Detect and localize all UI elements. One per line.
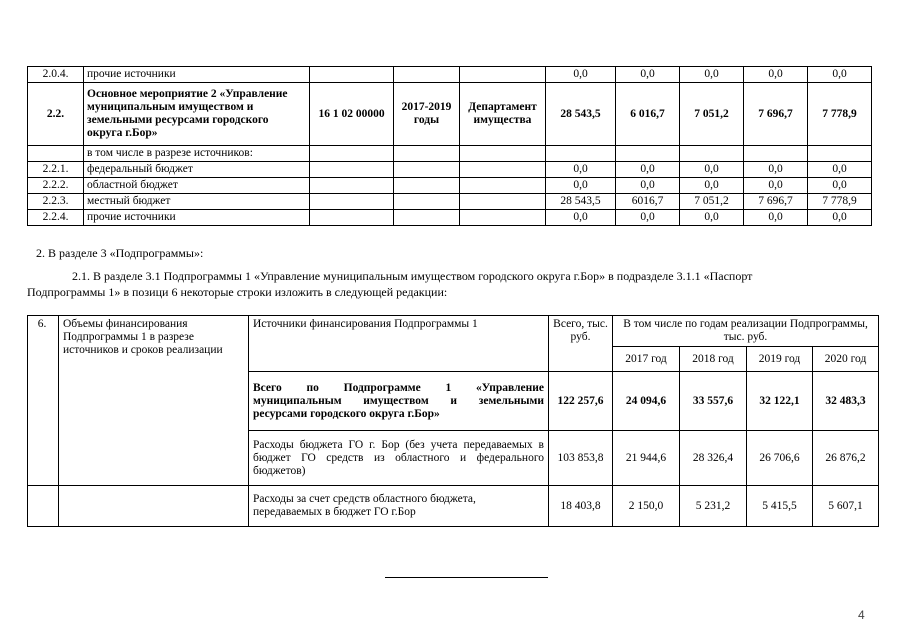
cell-total: 28 543,5 — [546, 194, 616, 210]
financing-table-2 — [27, 315, 879, 527]
row-number: 6. — [28, 316, 59, 486]
row-number: 2.2.3. — [28, 194, 84, 210]
table-row — [28, 178, 905, 194]
cell-value: 0,0 — [744, 210, 808, 226]
cell-code: 16 1 02 00000 — [310, 83, 394, 146]
cell-total: 28 543,5 — [546, 83, 616, 146]
cell-value: 2 150,0 — [613, 486, 680, 527]
cell-total: 0,0 — [546, 178, 616, 194]
cell-value: 21 944,6 — [613, 431, 680, 486]
row-number: 2.2.2. — [28, 178, 84, 194]
cell-value: 26 706,6 — [747, 431, 813, 486]
cell-value: 5 231,2 — [680, 486, 747, 527]
cell-value: 0,0 — [680, 178, 744, 194]
source-label: Всего по Подпрограмме 1 «Управление муниципальным имуществом и земельными ресурсами городского округа г.Бор» — [249, 372, 549, 431]
row-number: 2.0.4. — [28, 67, 84, 83]
cell-executor: Департамент имущества — [460, 83, 546, 146]
financing-table-1 — [27, 66, 905, 226]
row-label: Объемы финансирования Подпрограммы 1 в разрезе источников и сроков реализации — [59, 316, 249, 486]
cell-value: 5 415,5 — [747, 486, 813, 527]
cell-value: 33 557,6 — [680, 372, 747, 431]
row-name: Основное мероприятие 2 «Управление муниципальным имуществом и земельными ресурсами городского округа г.Бор» — [84, 83, 310, 146]
cell-value: 0,0 — [616, 178, 680, 194]
year-header: 2018 год — [680, 347, 747, 372]
cell-value: 7 778,9 — [808, 194, 872, 210]
cell-total: 18 403,8 — [549, 486, 613, 527]
cell-value: 0,0 — [680, 67, 744, 83]
cell-value: 0,0 — [808, 162, 872, 178]
cell-value: 32 483,3 — [813, 372, 879, 431]
cell-value: 7 051,2 — [680, 194, 744, 210]
year-header: 2020 год — [813, 347, 879, 372]
page-number: 4 — [858, 608, 865, 622]
header-years: В том числе по годам реализации Подпрограммы, тыс. руб. — [613, 316, 879, 347]
cell-value: 0,0 — [808, 178, 872, 194]
table-row — [28, 83, 905, 146]
cell-value: 0,0 — [744, 67, 808, 83]
row-name: федеральный бюджет — [84, 162, 310, 178]
cell-total: 103 853,8 — [549, 431, 613, 486]
table-row — [28, 162, 905, 178]
cell-value: 6 016,7 — [616, 83, 680, 146]
cell-period: 2017-2019 годы — [394, 83, 460, 146]
cell-value: 7 696,7 — [744, 194, 808, 210]
cell-total: 0,0 — [546, 210, 616, 226]
cell-value: 0,0 — [616, 210, 680, 226]
cell-value: 0,0 — [616, 67, 680, 83]
header-total: Всего, тыс. руб. — [549, 316, 613, 372]
cell-value: 28 326,4 — [680, 431, 747, 486]
table-row — [28, 146, 905, 162]
cell-value: 7 696,7 — [744, 83, 808, 146]
footnote-divider — [385, 577, 548, 578]
cell-value: 0,0 — [680, 162, 744, 178]
row-name: местный бюджет — [84, 194, 310, 210]
cell-total: 0,0 — [546, 67, 616, 83]
cell-value: 0,0 — [808, 210, 872, 226]
source-label: Расходы за счет средств областного бюджета, передаваемых в бюджет ГО г.Бор — [249, 486, 549, 527]
cell-value: 0,0 — [680, 210, 744, 226]
row-number: 2.2.1. — [28, 162, 84, 178]
cell-value: 0,0 — [808, 67, 872, 83]
cell-value: 0,0 — [744, 178, 808, 194]
row-name: областной бюджет — [84, 178, 310, 194]
cell-value: 0,0 — [616, 162, 680, 178]
table-row — [28, 67, 905, 83]
row-name: в том числе в разрезе источников: — [84, 146, 310, 162]
cell-value: 24 094,6 — [613, 372, 680, 431]
cell-value: 26 876,2 — [813, 431, 879, 486]
table-header-row — [28, 316, 879, 347]
cell-total: 122 257,6 — [549, 372, 613, 431]
cell-value: 6016,7 — [616, 194, 680, 210]
cell-value: 7 051,2 — [680, 83, 744, 146]
paragraph-2-1-line1: 2.1. В разделе 3.1 Подпрограммы 1 «Управление муниципальным имуществом городского округа г.Бор» в подразделе 3.1.1 «Паспорт — [72, 269, 753, 283]
source-label: Расходы бюджета ГО г. Бор (без учета передаваемых в бюджет ГО средств из областного и федерального бюджетов) — [249, 431, 549, 486]
cell-value: 0,0 — [744, 162, 808, 178]
row-number: 2.2. — [28, 83, 84, 146]
row-name: прочие источники — [84, 210, 310, 226]
table-row — [28, 210, 905, 226]
row-number: 2.2.4. — [28, 210, 84, 226]
table-row — [28, 486, 879, 527]
paragraph-section-3: 2. В разделе 3 «Подпрограммы»: — [36, 246, 204, 260]
year-header: 2017 год — [613, 347, 680, 372]
header-sources: Источники финансирования Подпрограммы 1 — [249, 316, 549, 372]
cell-value: 5 607,1 — [813, 486, 879, 527]
table-row — [28, 194, 905, 210]
paragraph-2-1-line2: Подпрограммы 1» в позици 6 некоторые строки изложить в следующей редакции: — [27, 285, 448, 299]
row-name: прочие источники — [84, 67, 310, 83]
cell-value: 7 778,9 — [808, 83, 872, 146]
cell-value: 32 122,1 — [747, 372, 813, 431]
cell-total: 0,0 — [546, 162, 616, 178]
year-header: 2019 год — [747, 347, 813, 372]
